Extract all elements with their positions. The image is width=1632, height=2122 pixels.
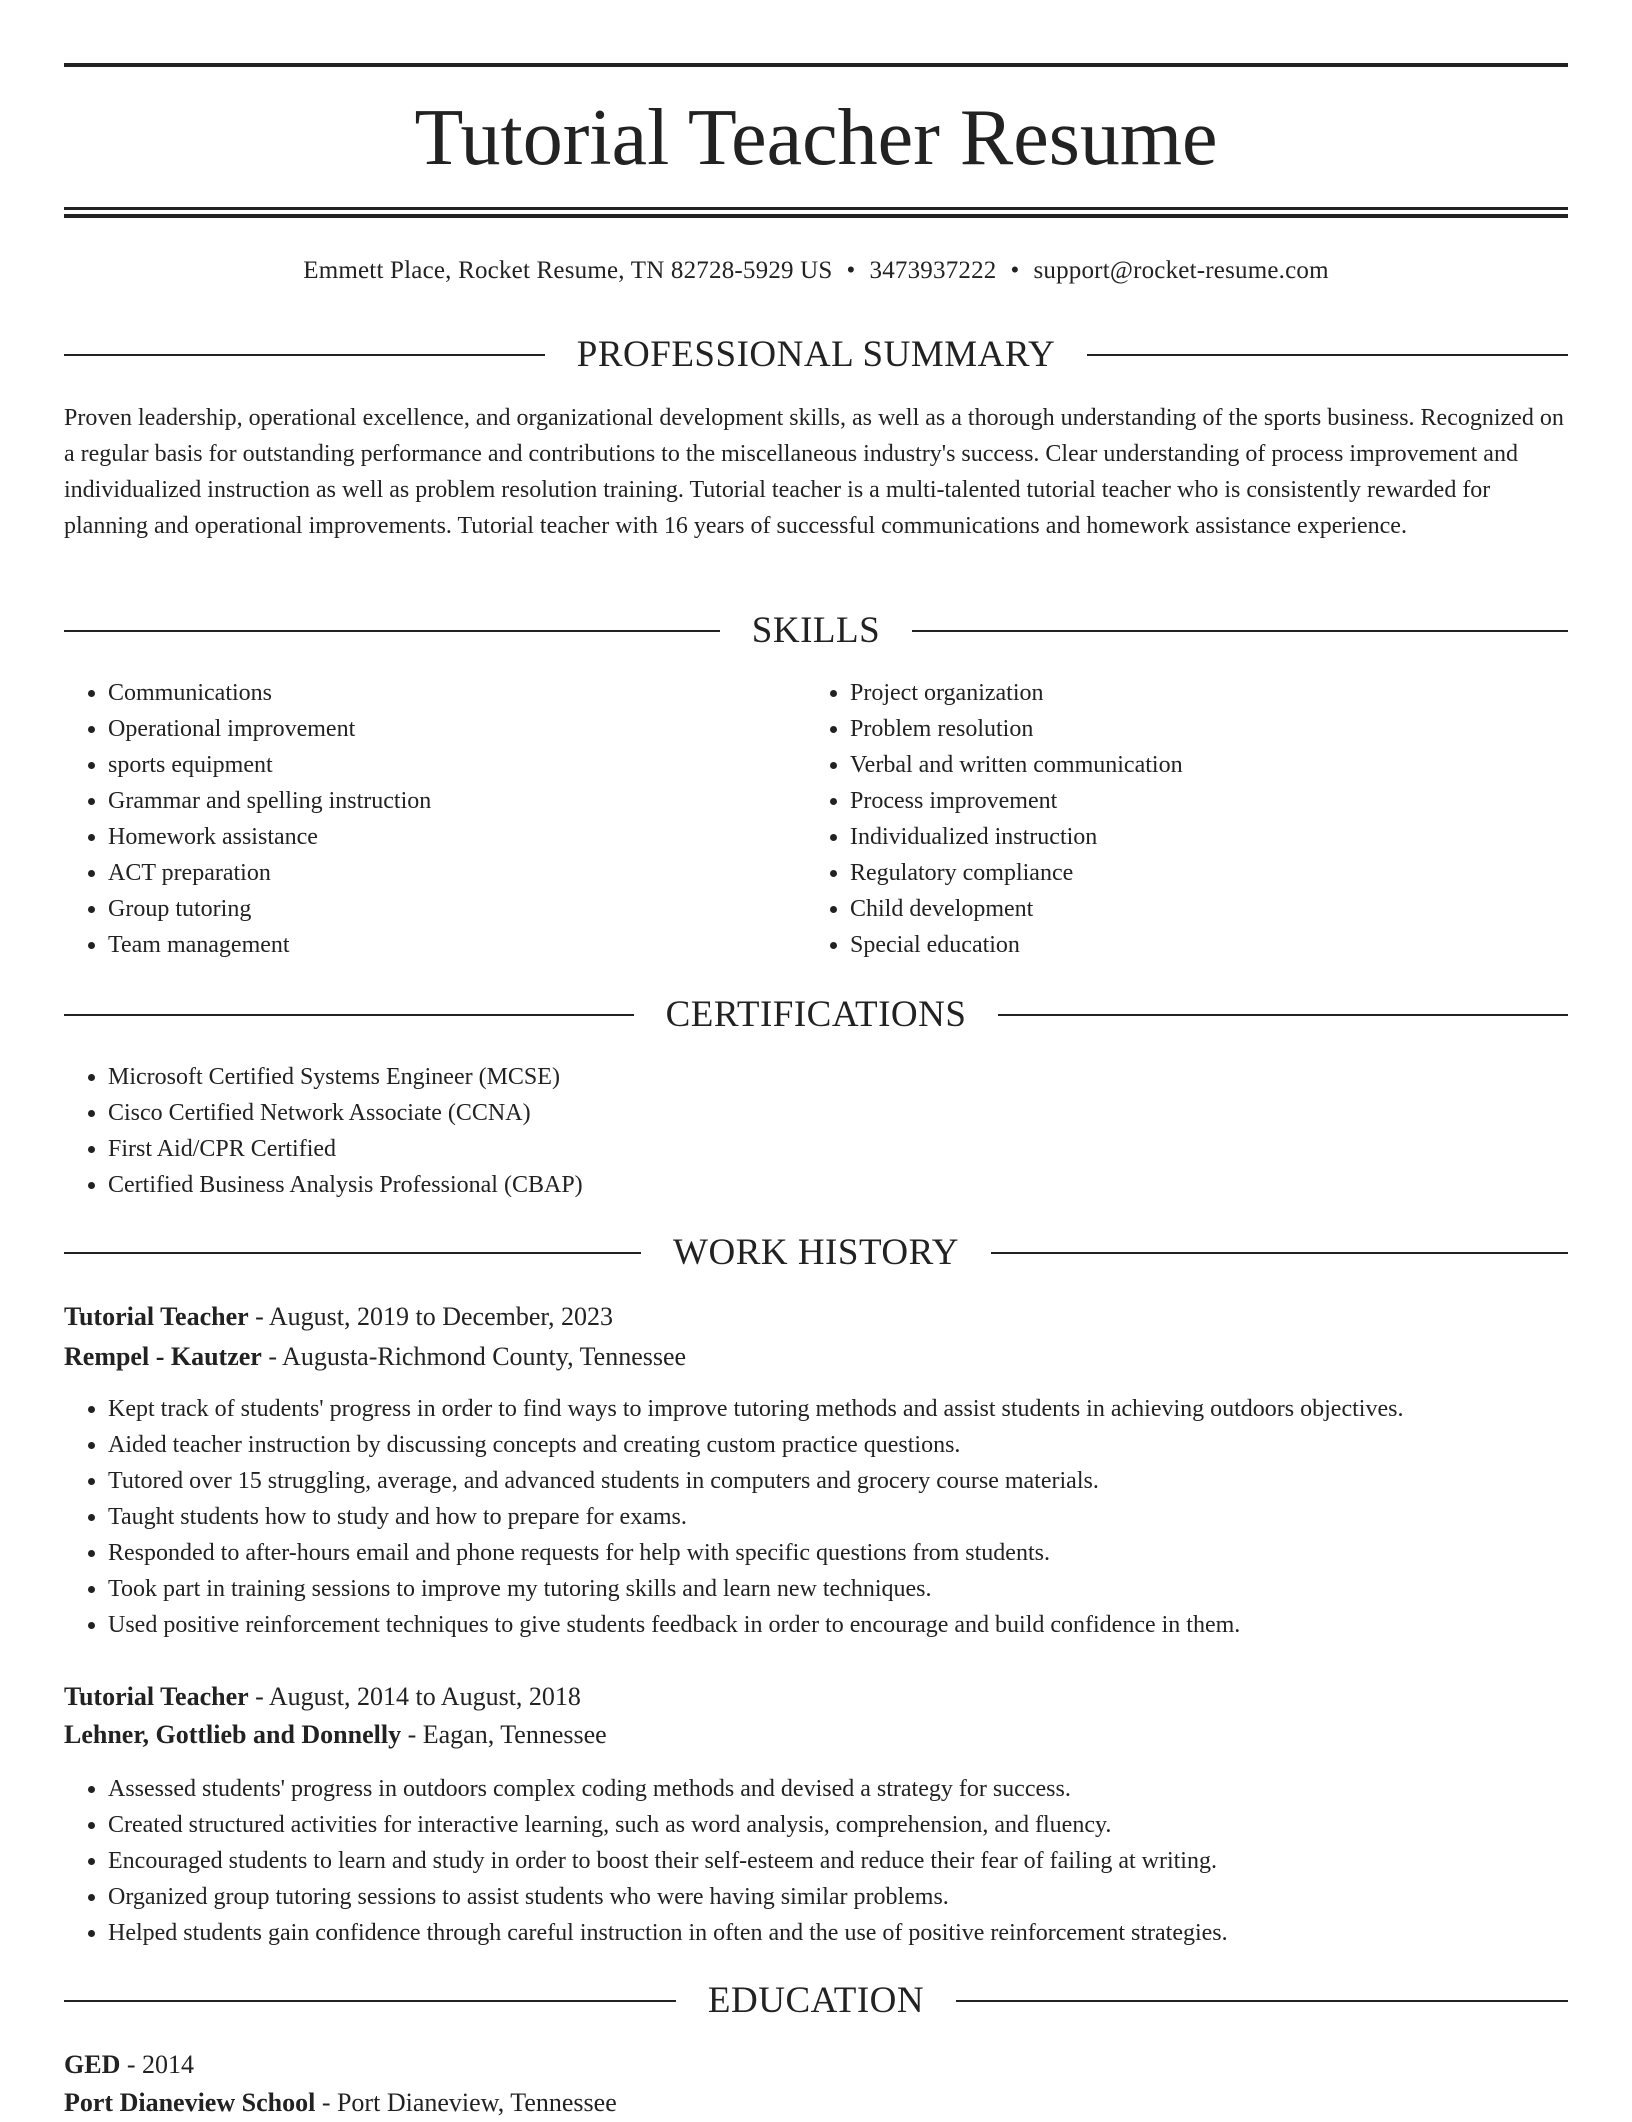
certifications-list — [64, 1059, 1568, 1203]
skill-item: • Child development — [850, 891, 1506, 927]
skills-heading — [64, 609, 1568, 653]
skill-item: • Communications — [108, 675, 764, 711]
job-duty-item: • Organized group tutoring sessions to assist students who were having similar problems. — [108, 1879, 1568, 1915]
job-duty-item: • Kept track of students' progress in order to find ways to improve tutoring methods and assist students in achieving outdoors objectives. — [108, 1391, 1568, 1427]
heading-rule-right — [956, 2000, 1568, 2002]
certification-item: • Certified Business Analysis Professional (CBAP) — [108, 1167, 1568, 1203]
job-company-line — [64, 1716, 1568, 1754]
heading-rule-left — [64, 354, 545, 356]
work-history-heading-label: WORK HISTORY — [673, 1232, 959, 1273]
heading-rule-left — [64, 630, 720, 632]
job-duties — [64, 1391, 1568, 1643]
contact-separator: • — [846, 257, 856, 284]
job-title-line — [64, 1298, 1568, 1336]
job-duty-item: • Encouraged students to learn and study in order to boost their self-esteem and reduce their fear of failing at writing. — [108, 1843, 1568, 1879]
skill-item: • Special education — [850, 927, 1506, 963]
skills-column-right — [806, 675, 1506, 963]
education-heading-label: EDUCATION — [707, 1980, 925, 2021]
skill-item: • Team management — [108, 927, 764, 963]
job-duty-item: • Took part in training sessions to improve my tutoring skills and learn new techniques. — [108, 1571, 1568, 1607]
top-rule — [64, 63, 1568, 67]
job-location: - Augusta-Richmond County, Tennessee — [261, 1342, 687, 1371]
skill-item: • Individualized instruction — [850, 819, 1506, 855]
heading-rule-left — [64, 1014, 634, 1016]
summary-heading — [64, 333, 1568, 377]
skill-item: • Regulatory compliance — [850, 855, 1506, 891]
heading-rule-right — [912, 630, 1568, 632]
job-dates: - August, 2019 to December, 2023 — [248, 1302, 614, 1331]
job-duties-list — [64, 1771, 1568, 1951]
education-degree-line — [64, 2046, 1568, 2084]
heading-rule-right — [991, 1252, 1568, 1254]
job-company-line — [64, 1338, 1568, 1376]
skill-item: • Problem resolution — [850, 711, 1506, 747]
job-duty-item: • Aided teacher instruction by discussing concepts and creating custom practice questions. — [108, 1427, 1568, 1463]
contact-separator: • — [1010, 257, 1020, 284]
education-heading — [64, 1979, 1568, 2023]
job-duties-list — [64, 1391, 1568, 1643]
job-title: Tutorial Teacher — [64, 1302, 249, 1331]
job-title-line — [64, 1678, 1568, 1716]
skill-item: • Homework assistance — [108, 819, 764, 855]
job-duty-item: • Taught students how to study and how to prepare for exams. — [108, 1499, 1568, 1535]
job-duty-item: • Created structured activities for interactive learning, such as word analysis, comprehension, and fluency. — [108, 1807, 1568, 1843]
education-school: Port Dianeview School — [64, 2088, 316, 2117]
skill-item: • ACT preparation — [108, 855, 764, 891]
job-duty-item: • Assessed students' progress in outdoors complex coding methods and devised a strategy for success. — [108, 1771, 1568, 1807]
summary-heading-label: PROFESSIONAL SUMMARY — [576, 334, 1056, 375]
job-title: Tutorial Teacher — [64, 1682, 249, 1711]
heading-rule-right — [998, 1014, 1568, 1016]
certifications-section — [64, 1059, 1568, 1203]
heading-rule-left — [64, 2000, 676, 2002]
certification-item: • Microsoft Certified Systems Engineer (MCSE) — [108, 1059, 1568, 1095]
job-location: - Eagan, Tennessee — [401, 1720, 607, 1749]
title-rule-lower — [64, 214, 1568, 218]
contact-address: Emmett Place, Rocket Resume, TN 82728-5929 US — [303, 257, 833, 284]
education-degree: GED — [64, 2050, 121, 2079]
skill-item: • Operational improvement — [108, 711, 764, 747]
certification-item: • Cisco Certified Network Associate (CCNA) — [108, 1095, 1568, 1131]
title-rule-upper — [64, 207, 1568, 210]
skill-item: • Process improvement — [850, 783, 1506, 819]
job-duty-item: • Helped students gain confidence through careful instruction in often and the use of positive reinforcement strategies. — [108, 1915, 1568, 1951]
resume-title: Tutorial Teacher Resume — [414, 94, 1218, 182]
job-company: Lehner, Gottlieb and Donnelly — [64, 1720, 402, 1749]
skill-item: • Group tutoring — [108, 891, 764, 927]
contact-line — [64, 254, 1568, 288]
job-duty-item: • Responded to after-hours email and phone requests for help with specific questions from students. — [108, 1535, 1568, 1571]
certifications-heading-label: CERTIFICATIONS — [665, 994, 967, 1035]
job-company: Rempel - Kautzer — [64, 1342, 262, 1371]
summary-text: Proven leadership, operational excellence, and organizational development skills, as well as a thorough understanding of the sports business. Recognized on a regular basis for outstanding performance and contributions to the miscellaneous industry's success. Clear understanding of process improvement and individualized instruction as well as problem resolution training. Tutorial teacher is a multi-talented tutorial teacher who is consistently rewarded for planning and operational improvements. Tutorial teacher with 16 years of successful communications and homework assistance experience. — [64, 405, 1564, 539]
certifications-heading — [64, 993, 1568, 1037]
certification-item: • First Aid/CPR Certified — [108, 1131, 1568, 1167]
education-location: - Port Dianeview, Tennessee — [315, 2088, 617, 2117]
skill-item: • Verbal and written communication — [850, 747, 1506, 783]
contact-phone: 3473937222 — [869, 257, 997, 284]
skill-item: • Grammar and spelling instruction — [108, 783, 764, 819]
work-history-heading — [64, 1231, 1568, 1275]
job-dates: - August, 2014 to August, 2018 — [248, 1682, 581, 1711]
education-school-line — [64, 2084, 1568, 2122]
job-duty-item: • Tutored over 15 struggling, average, and advanced students in computers and grocery course materials. — [108, 1463, 1568, 1499]
education-year: - 2014 — [120, 2050, 195, 2079]
heading-rule-left — [64, 1252, 641, 1254]
skill-item: • sports equipment — [108, 747, 764, 783]
contact-email: support@rocket-resume.com — [1033, 257, 1329, 284]
skills-list-right — [806, 675, 1506, 963]
job-duties — [64, 1771, 1568, 1951]
skill-item: • Project organization — [850, 675, 1506, 711]
skills-heading-label: SKILLS — [751, 610, 881, 651]
job-duty-item: • Used positive reinforcement techniques to give students feedback in order to encourage and build confidence in them. — [108, 1607, 1568, 1643]
skills-column-left — [64, 675, 764, 963]
heading-rule-right — [1087, 354, 1568, 356]
skills-list-left — [64, 675, 764, 963]
